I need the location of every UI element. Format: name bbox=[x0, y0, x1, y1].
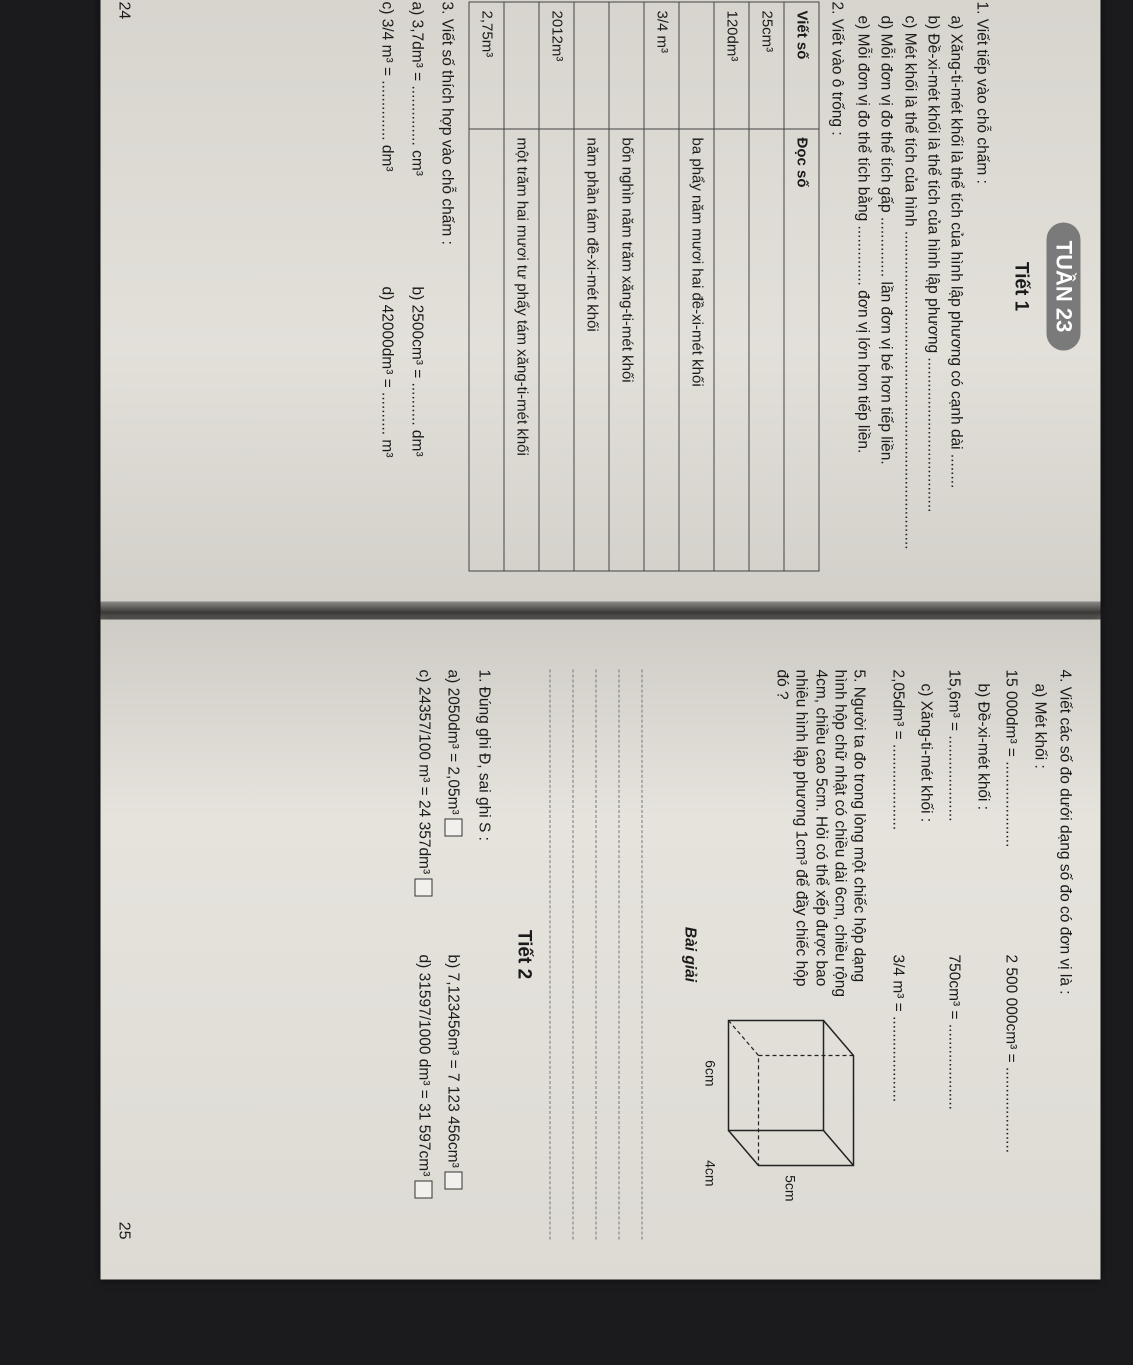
q4-b-items bbox=[940, 670, 969, 1240]
lesson-2-title: Tiết 2 bbox=[513, 929, 535, 980]
table-row bbox=[574, 2, 609, 571]
cell-number[interactable]: 3/4 m³ bbox=[644, 2, 679, 129]
q4-c-label: c) Xăng-ti-mét khối : bbox=[917, 683, 935, 823]
q1-a: a) Xăng-ti-mét khối là thể tích của hình lập phương có cạnh dài ........ bbox=[947, 15, 965, 489]
cell-number[interactable]: 120dm³ bbox=[714, 2, 749, 129]
q2-table bbox=[469, 2, 820, 572]
solution-lines[interactable] bbox=[549, 670, 664, 1240]
t2q1-title: 1. Đúng ghi Đ, sai ghi S : bbox=[475, 669, 493, 841]
lesson-title: Tiết 1 bbox=[1011, 261, 1032, 312]
q4-a2[interactable]: 2 500 000cm³ = .................... bbox=[1002, 954, 1020, 1154]
table-row bbox=[539, 2, 574, 571]
solution-label: Bài giải bbox=[681, 926, 699, 983]
cell-reading[interactable] bbox=[714, 129, 749, 571]
page-number-left: 24 bbox=[115, 1, 133, 20]
dim-width-label: 4cm bbox=[702, 1160, 719, 1187]
header-doc-so: Đọc số bbox=[784, 129, 819, 571]
table-header bbox=[784, 2, 819, 571]
cell-number[interactable] bbox=[609, 2, 644, 129]
t2q1-d: d) 31597/1000 dm³ = 31 597cm³ bbox=[414, 955, 433, 1240]
q3-a[interactable]: a) 3,7dm³ = .............. cm³ bbox=[408, 1, 426, 176]
q4-b-label: b) Đề-xi-mét khối : bbox=[974, 683, 992, 811]
cell-number[interactable] bbox=[574, 2, 609, 129]
cell-number[interactable]: 25cm³ bbox=[749, 2, 784, 129]
table-row bbox=[679, 2, 714, 571]
q5-section bbox=[702, 669, 869, 1240]
page-number-right: 25 bbox=[115, 1221, 133, 1240]
table-row bbox=[469, 2, 504, 571]
q2-title: 2. Viết vào ô trống : bbox=[829, 1, 846, 136]
box-diagram bbox=[719, 1000, 869, 1180]
cell-reading[interactable]: một trăm hai mươi tư phẩy tám xăng-ti-mét khối bbox=[504, 129, 539, 571]
q3-b[interactable]: b) 2500cm³ = .......... dm³ bbox=[408, 286, 426, 457]
t2q1-b: b) 7,123456m³ = 7 123 456cm³ bbox=[444, 955, 463, 1240]
q4-c-items bbox=[883, 670, 912, 1240]
cell-reading[interactable]: ba phẩy năm mươi hai đề-xi-mét khối bbox=[679, 129, 714, 571]
q4-a-label: a) Mét khối : bbox=[1031, 683, 1049, 769]
cell-reading[interactable] bbox=[539, 129, 574, 571]
q4-b2[interactable]: 750cm³ = .................... bbox=[946, 954, 963, 1110]
q1-title: 1. Viết tiếp vào chỗ chấm : bbox=[973, 1, 991, 184]
q3-d[interactable]: d) 42000dm³ = .......... m³ bbox=[378, 286, 396, 458]
answer-box[interactable] bbox=[444, 1172, 462, 1190]
cell-number[interactable]: 2,75m³ bbox=[469, 2, 504, 129]
q1-c: c) Mét khối là thể tích của hình .......................................................................... bbox=[901, 15, 919, 550]
dim-length-label: 6cm bbox=[702, 1060, 719, 1087]
q4-b1[interactable]: 15,6m³ = .................... bbox=[946, 669, 963, 822]
t2q1-a: a) 2050dm³ = 2,05m³ bbox=[444, 670, 463, 955]
answer-box[interactable] bbox=[415, 878, 433, 896]
cell-reading[interactable]: năm phần tám đề-xi-mét khối bbox=[574, 129, 609, 571]
open-workbook bbox=[109, 0, 1133, 1295]
answer-box[interactable] bbox=[415, 1180, 433, 1198]
answer-box[interactable] bbox=[444, 819, 462, 837]
t2q1-items bbox=[409, 670, 468, 1240]
page-25 bbox=[101, 620, 1101, 1280]
cell-number[interactable] bbox=[504, 2, 539, 129]
t2q1-c: c) 24357/100 m³ = 24 357dm³ bbox=[414, 670, 433, 955]
page-24 bbox=[101, 0, 1101, 612]
q4-c2[interactable]: 3/4 m³ = .................... bbox=[889, 954, 907, 1103]
q4-title: 4. Viết các số đo dưới dạng số đo có đơn vị là : bbox=[1056, 669, 1074, 995]
q5-text: 5. Người ta đo trong lòng một chiếc hộp dạng hình hộp chữ nhật có chiều dài 6cm, chiều rộng 4cm, chiều cao 5cm. Hỏi có thể xếp được bao nhiêu hình lập phương 1cm³ để đầy chiếc hộp đó ? bbox=[773, 669, 868, 997]
cell-number[interactable]: 2012m³ bbox=[539, 2, 574, 129]
week-badge: TUẦN 23 bbox=[1047, 223, 1081, 351]
cell-reading[interactable]: bốn nghìn năm trăm xăng-ti-mét khối bbox=[609, 129, 644, 571]
q4-a1[interactable]: 15 000dm³ = .................... bbox=[1002, 669, 1020, 848]
q1-d: d) Mỗi đơn vị đo thể tích gấp .............. lần đơn vị bé hơn tiếp liền. bbox=[877, 15, 895, 465]
cell-number[interactable] bbox=[679, 2, 714, 129]
table-row bbox=[749, 2, 784, 571]
q3-title: 3. Viết số thích hợp vào chỗ chấm : bbox=[438, 1, 456, 245]
cell-reading[interactable] bbox=[469, 129, 504, 571]
q1-b: b) Đề-xi-mét khối là thể tích của hình lập phương .................................... bbox=[924, 15, 942, 513]
table-row bbox=[609, 2, 644, 571]
q1-e: e) Mỗi đơn vị đo thể tích bằng .............. đơn vị lớn hơn tiếp liền. bbox=[854, 15, 872, 454]
q4-a-items bbox=[996, 670, 1025, 1240]
q3-c[interactable]: c) 3/4 m³ = .............. dm³ bbox=[378, 1, 396, 172]
q3-items bbox=[373, 2, 432, 572]
dim-height-label: 5cm bbox=[782, 1175, 799, 1202]
cell-reading[interactable] bbox=[644, 129, 679, 571]
table-row bbox=[714, 2, 749, 571]
table-row bbox=[504, 2, 539, 571]
table-row bbox=[644, 2, 679, 571]
q4-c1[interactable]: 2,05dm³ = .................... bbox=[889, 669, 907, 831]
header-viet-so: Viết số bbox=[784, 2, 819, 129]
cell-reading[interactable] bbox=[749, 129, 784, 571]
